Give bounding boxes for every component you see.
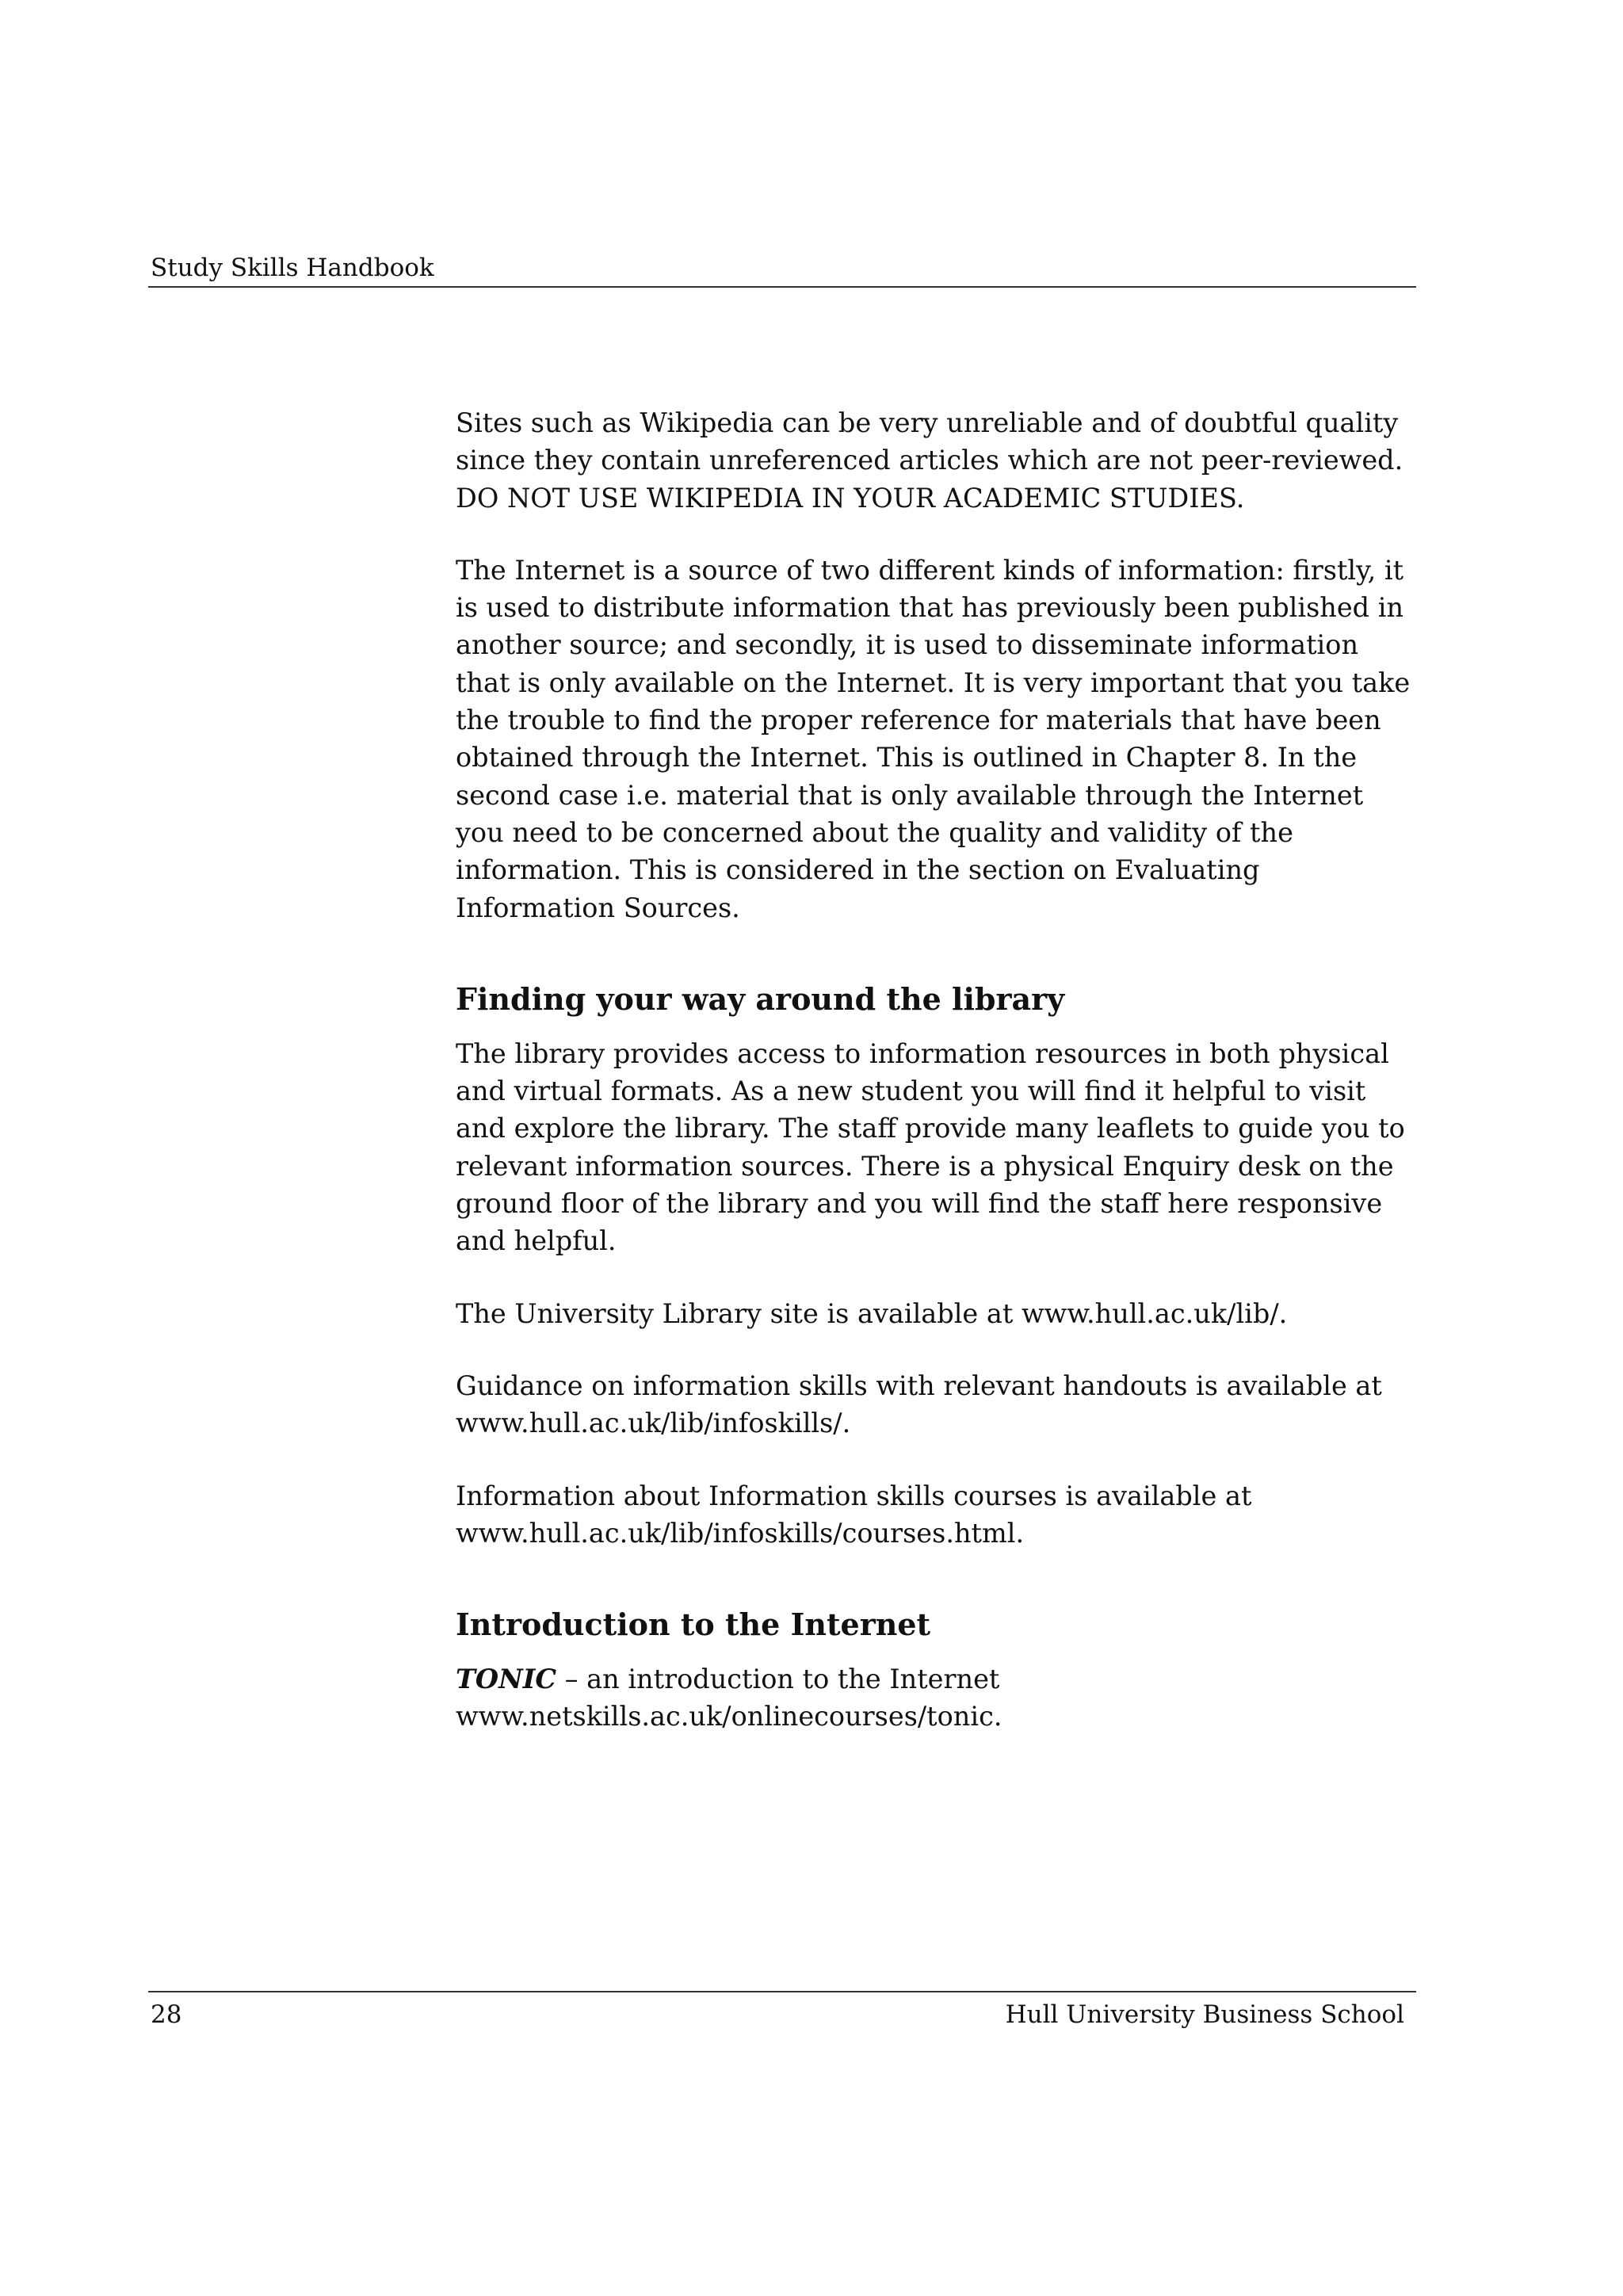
paragraph-infoskills-courses: Information about Information skills courses is available at www.hull.ac.uk/lib/infoskills/courses.html. xyxy=(456,1480,1252,1549)
footer-divider xyxy=(148,1991,1416,1992)
tonic-entry xyxy=(456,1660,1419,1736)
tonic-name: TONIC xyxy=(456,1664,557,1695)
tonic-description: – an introduction to the Internet xyxy=(556,1664,1000,1695)
heading-internet-intro: Introduction to the Internet xyxy=(456,1606,931,1643)
paragraph-library-site: The University Library site is available at www.hull.ac.uk/lib/. xyxy=(456,1297,1288,1329)
paragraph-wikipedia-warning: Sites such as Wikipedia can be very unreliable and of doubtful quality since they contain unreferenced articles which are not peer-reviewed. DO NOT USE WIKIPEDIA IN YOUR ACADEMIC STUDIES. xyxy=(456,407,1403,514)
paragraph-library-access: The library provides access to information resources in both physical and virtual formats. As a new student you will find it helpful to visit and explore the library. The staff provide many leaflets to guide you to relevant information sources. There is a physical Enquiry desk on the ground floor of the library and you will find the staff here responsive and helpful. xyxy=(456,1037,1405,1257)
paragraph-internet-information: The Internet is a source of two different kinds of information: firstly, it is used to distribute information that has previously been published in another source; and secondly, it is used to disseminate information that is only available on the Internet. It is very important that you take the trouble to find the proper reference for materials that have been obtained through the Internet. This is outlined in Chapter 8. In the second case i.e. material that is only available through the Internet you need to be concerned about the quality and validity of the information. This is considered in the section on Evaluating Information Sources. xyxy=(456,554,1411,923)
header-divider xyxy=(148,286,1416,288)
tonic-url: www.netskills.ac.uk/onlinecourses/tonic. xyxy=(456,1701,1002,1733)
running-header: Study Skills Handbook xyxy=(151,254,434,282)
page-content xyxy=(456,404,1419,1736)
page-number: 28 xyxy=(151,2000,182,2029)
footer-organization: Hull University Business School xyxy=(1005,2000,1404,2029)
paragraph-infoskills-guidance: Guidance on information skills with relevant handouts is available at www.hull.ac.uk/lib/infoskills/. xyxy=(456,1370,1382,1439)
heading-library: Finding your way around the library xyxy=(456,980,1065,1017)
